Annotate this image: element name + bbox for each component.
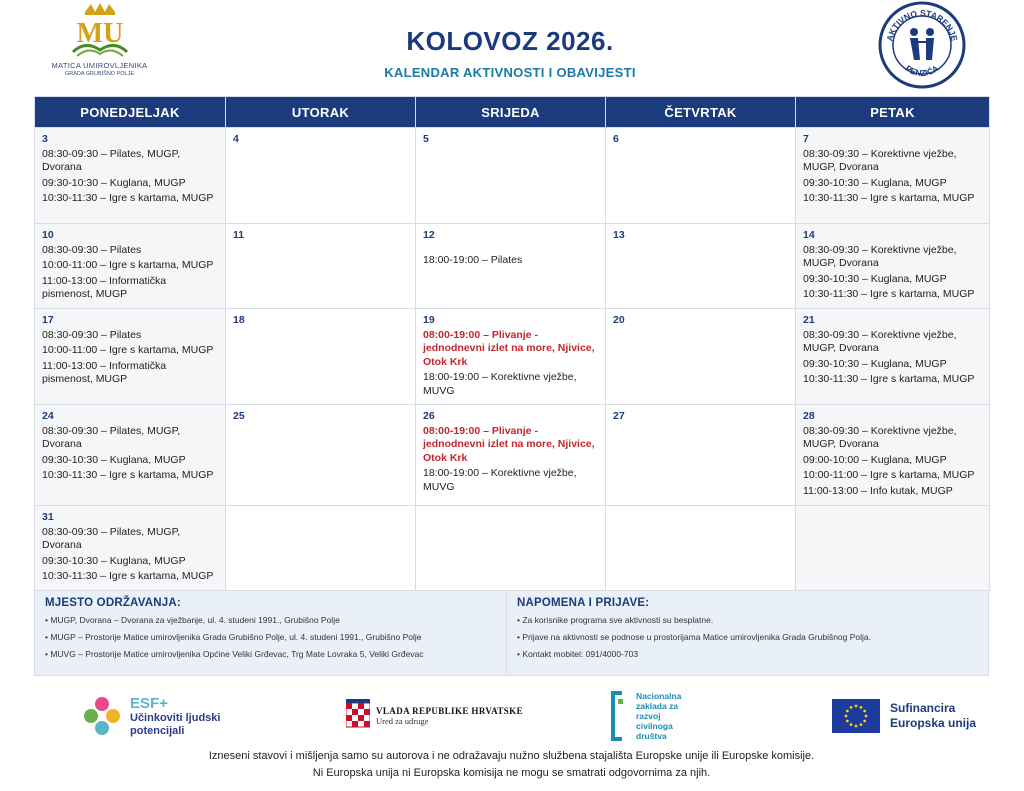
eu-star-icon [865,715,868,718]
vlada-subtitle: Ured za udruge [376,716,429,726]
calendar-week-row [35,128,990,224]
esf-subtitle-1: Učinkoviti ljudski [130,711,221,724]
notice-item: • Za korisnike programa sve aktivnosti su besplatne. [517,615,714,625]
event-entry: 09:30-10:30 – Kuglana, MUGP [42,176,186,189]
event-entry: 11:00-13:00 – Informatička pismenost, MUGP [42,359,167,385]
weekday-header: ČETVRTAK [606,97,796,128]
eu-star-icon [863,720,866,723]
event-entry: 11:00-13:00 – Info kutak, MUGP [803,484,953,497]
event-entry: 10:30-11:30 – Igre s kartama, MUGP [42,192,214,204]
event-entry: 08:30-09:30 – Pilates, MUGP, Dvorana [42,424,181,450]
crown-mu-logo-icon [65,2,135,60]
weekday-header: PETAK [796,97,990,128]
event-entry: 09:30-10:30 – Kuglana, MUGP [42,453,186,466]
croatian-coat-of-arms-icon [346,699,370,733]
info-panel [34,590,989,676]
event-entry: 08:30-09:30 – Korektivne vježbe, MUGP, Dvorana [803,328,957,354]
nz-line: razvoj [636,711,661,721]
eu-line-1: Sufinancira [890,701,956,715]
calendar-day-cell [606,224,796,309]
event-entry: 11:00-13:00 – Informatička pismenost, MUGP [42,274,167,300]
calendar-week-row [35,405,990,506]
day-number: 24 [42,410,54,422]
calendar-week-row [35,309,990,405]
calendar-day-cell [796,128,990,224]
weekday-header: SRIJEDA [416,97,606,128]
event-entry: 08:30-09:30 – Pilates, MUGP, Dvorana [42,525,181,551]
calendar-day-cell [226,224,416,309]
nz-line: društva [636,731,667,741]
event-entry: 18:00-19:00 – Pilates [423,253,523,266]
disclaimer-line-2: Ni Europska unija ni Europska komisija ne mogu se smatrati odgovornima za njih. [312,767,711,779]
vlada-title: VLADA REPUBLIKE HRVATSKE [376,706,523,716]
nz-bracket-icon [610,691,628,741]
eu-star-icon [860,706,863,709]
special-event: 08:00-19:00 – Plivanje - jednodnevni izlet na more, Njivice, Otok Krk [423,424,595,464]
event-entry: 08:30-09:30 – Korektivne vježbe, MUGP, Dvorana [803,147,957,173]
day-number: 12 [423,229,435,241]
calendar-day-cell [606,506,796,591]
eu-star-icon [863,710,866,713]
day-number: 11 [233,229,245,241]
calendar-day-cell [606,405,796,506]
event-entry: 08:30-09:30 – Korektivne vježbe, MUGP, Dvorana [803,424,957,450]
notice-item: • Kontakt mobitel: 091/4000-703 [517,649,639,659]
event-entry: 10:30-11:30 – Igre s kartama, MUGP [803,192,975,204]
eu-star-icon [860,723,863,726]
badge-bottom-text: PENZIĆA [903,63,941,79]
eu-flag-icon [832,699,880,733]
nz-logo [610,686,681,746]
calendar-day-cell [226,309,416,405]
nz-line: zaklada za [636,701,679,711]
event-entry: 08:30-09:30 – Pilates [42,243,142,256]
calendar-day-cell [35,506,226,591]
calendar-day-cell [35,128,226,224]
event-entry: 09:30-10:30 – Kuglana, MUGP [803,272,947,285]
locations-section [35,591,507,675]
location-item: • MUVG – Prostorije Matice umirovljenika Općine Veliki Grđevac, Trg Mate Lovraka 5, Veliki Grđevac [45,649,424,659]
calendar-day-cell [796,309,990,405]
calendar-day-cell [35,309,226,405]
disclaimer [34,748,989,782]
nz-line: Nacionalna [636,691,682,701]
esf-flower-icon [82,694,122,738]
calendar-day-cell [796,506,990,591]
notice-section [507,591,988,675]
esf-logo [82,686,220,746]
day-number: 4 [233,133,239,145]
calendar-day-cell [35,405,226,506]
calendar-week-row [35,506,990,591]
day-number: 14 [803,229,815,241]
day-number: 5 [423,133,429,145]
calendar-day-cell [226,506,416,591]
day-number: 18 [233,314,245,326]
event-entry: 08:30-09:30 – Pilates [42,328,142,341]
day-number: 26 [423,410,435,422]
calendar-day-cell [226,405,416,506]
matica-logo [42,0,157,86]
eu-star-icon [846,720,849,723]
calendar-week-row [35,224,990,309]
esf-title: ESF+ [130,694,168,712]
weekday-header-row [35,97,990,128]
event-entry: 18:00-19:00 – Korektivne vježbe, MUVG [423,467,577,493]
event-entry: 09:00-10:00 – Kuglana, MUGP [803,453,947,466]
event-entry: 09:30-10:30 – Kuglana, MUGP [803,357,947,370]
aktivno-starenje-logo [876,0,968,90]
day-number: 7 [803,133,809,145]
event-entry: 09:30-10:30 – Kuglana, MUGP [42,554,186,567]
calendar-day-cell [416,506,606,591]
weekday-header: PONEDJELJAK [35,97,226,128]
eu-logo [832,686,976,746]
day-number: 3 [42,133,48,145]
calendar-day-cell [416,309,606,405]
event-entry: 18:00-19:00 – Korektivne vježbe, MUVG [423,371,577,397]
event-entry: 10:30-11:30 – Igre s kartama, MUGP [42,469,214,481]
event-entry: 10:00-11:00 – Igre s kartama, MUGP [803,469,975,481]
day-number: 21 [803,314,815,326]
location-item: • MUGP, Dvorana – Dvorana za vježbanje, ul. 4. studeni 1991., Grubišno Polje [45,615,340,625]
day-number: 20 [613,314,625,326]
calendar-day-cell [416,405,606,506]
calendar-day-cell [416,224,606,309]
eu-star-icon [850,706,853,709]
vlada-logo [346,686,523,746]
day-number: 13 [613,229,625,241]
eu-line-2: Europska unija [890,716,977,730]
day-number: 31 [42,511,54,523]
eu-star-icon [855,725,858,728]
svg-text:MU: MU [76,18,123,49]
calendar-day-cell [606,128,796,224]
calendar-day-cell [796,405,990,506]
badge-top-text: AKTIVNO STARENJE [884,7,960,43]
page-subtitle: KALENDAR AKTIVNOSTI I OBAVIJESTI [384,65,636,80]
calendar-day-cell [606,309,796,405]
logo-org-city: GRADA GRUBIŠNO POLJE [64,71,135,77]
event-entry: 10:30-11:30 – Igre s kartama, MUGP [803,288,975,300]
notice-item: • Prijave na aktivnosti se podnose u prostorijama Matice umirovljenika Grada Grubišnog Polja. [517,632,872,642]
event-entry: 08:30-09:30 – Korektivne vježbe, MUGP, Dvorana [803,243,957,269]
notice-heading: NAPOMENA I PRIJAVE: [517,597,650,609]
calendar-day-cell [35,224,226,309]
event-entry: 08:30-09:30 – Pilates, MUGP, Dvorana [42,147,181,173]
page-title: KOLOVOZ 2026. [406,26,614,56]
eu-star-icon [846,710,849,713]
event-entry: 10:30-11:30 – Igre s kartama, MUGP [803,373,975,385]
nz-line: civilnoga [636,721,673,731]
eu-star-icon [855,705,858,708]
event-entry: 10:00-11:00 – Igre s kartama, MUGP [42,344,214,356]
eu-star-icon [845,715,848,718]
locations-heading: MJESTO ODRŽAVANJA: [45,597,181,609]
calendar-day-cell [416,128,606,224]
calendar-table [34,96,990,591]
location-item: • MUGP – Prostorije Matice umirovljenika Grada Grubišno Polje, ul. 4. studeni 1991., Grubišno Polje [45,632,422,642]
day-number: 28 [803,410,815,422]
special-event: 08:00-19:00 – Plivanje - jednodnevni izlet na more, Njivice, Otok Krk [423,328,595,368]
disclaimer-line-1: Izneseni stavovi i mišljenja samo su autorova i ne odražavaju nužno službena stajališta Europske unije ili Europske komisije. [208,750,815,762]
day-number: 10 [42,229,54,241]
day-number: 25 [233,410,245,422]
event-entry: 10:00-11:00 – Igre s kartama, MUGP [42,259,214,271]
day-number: 6 [613,133,619,145]
calendar-day-cell [226,128,416,224]
calendar-day-cell [796,224,990,309]
sponsor-logos [34,686,989,746]
day-number: 17 [42,314,54,326]
aktivno-starenje-badge-icon [876,0,968,90]
event-entry: 09:30-10:30 – Kuglana, MUGP [803,176,947,189]
logo-org-name: MATICA UMIROVLJENIKA [51,61,148,70]
esf-subtitle-2: potencijali [130,724,185,737]
eu-star-icon [850,723,853,726]
weekday-header: UTORAK [226,97,416,128]
day-number: 27 [613,410,625,422]
day-number: 19 [423,314,435,326]
event-entry: 10:30-11:30 – Igre s kartama, MUGP [42,570,214,582]
